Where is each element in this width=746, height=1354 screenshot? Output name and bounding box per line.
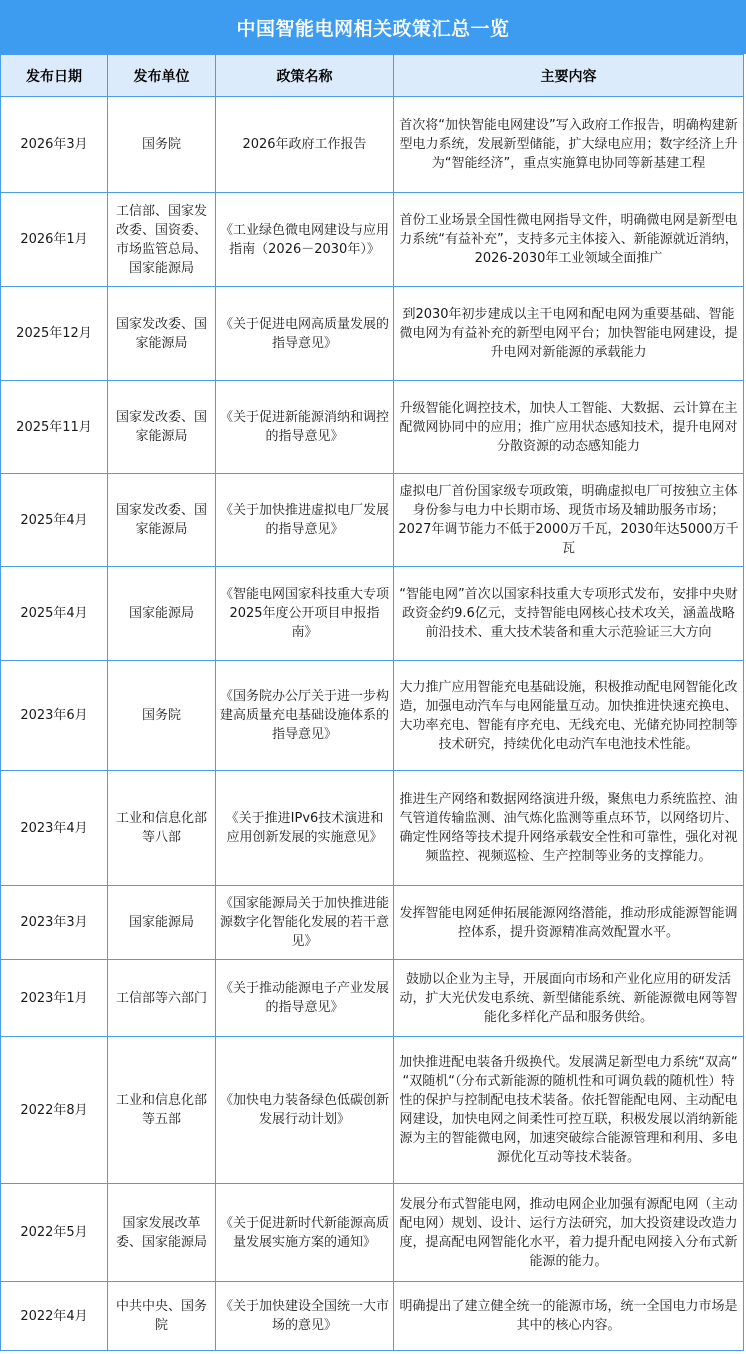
cell-issuer: 国家发展改革委、国家能源局 [108,1184,216,1282]
table-row [1,886,744,960]
cell-main-content: 明确提出了建立健全统一的能源市场，统一全国电力市场是其中的核心内容。 [394,1282,744,1351]
cell-issuer: 国家能源局 [108,567,216,661]
cell-policy-name: 《关于推动能源电子产业发展的指导意见》 [216,960,394,1037]
cell-date: 2025年12月 [1,287,108,381]
cell-issuer: 国家发改委、国家能源局 [108,381,216,474]
cell-issuer: 国务院 [108,661,216,771]
cell-date: 2022年8月 [1,1037,108,1184]
cell-issuer: 中共中央、国务院 [108,1282,216,1351]
cell-main-content: 首次将“加快智能电网建设”写入政府工作报告，明确构建新型电力系统，发展新型储能，扩大绿电应用；数字经济上升为“智能经济”，重点实施算电协同等新基建工程 [394,97,744,193]
cell-main-content: 推进生产网络和数据网络演进升级，聚焦电力系统监控、油气管道传输监测、油气炼化监测等重点环节，以网络切片、确定性网络等技术提升网络承载安全性和可靠性，强化对视频监控、视频巡检、生产控制等业务的支撑能力。 [394,771,744,886]
cell-issuer: 国务院 [108,97,216,193]
cell-date: 2025年4月 [1,567,108,661]
cell-main-content: 发挥智能电网延伸拓展能源网络潜能，推动形成能源智能调控体系，提升资源精准高效配置水平。 [394,886,744,960]
table-row [1,97,744,193]
cell-date: 2023年6月 [1,661,108,771]
cell-policy-name: 《关于推进IPv6技术演进和应用创新发展的实施意见》 [216,771,394,886]
table-row [1,193,744,287]
cell-issuer: 国家发改委、国家能源局 [108,287,216,381]
header-issuer: 发布单位 [108,55,216,97]
cell-main-content: 发展分布式智能电网，推动电网企业加强有源配电网（主动配电网）规划、设计、运行方法研究，加大投资建设改造力度，提高配电网智能化水平，着力提升配电网接入分布式新能源的能力。 [394,1184,744,1282]
cell-main-content: 鼓励以企业为主导，开展面向市场和产业化应用的研发活动，扩大光伏发电系统、新型储能系统、新能源微电网等智能化多样化产品和服务供给。 [394,960,744,1037]
cell-date: 2023年4月 [1,771,108,886]
cell-policy-name: 《加快电力装备绿色低碳创新发展行动计划》 [216,1037,394,1184]
cell-main-content: “智能电网”首次以国家科技重大专项形式发布，安排中央财政资金约9.6亿元，支持智能电网核心技术攻关，涵盖战略前沿技术、重大技术装备和重大示范验证三大方向 [394,567,744,661]
cell-issuer: 工信部等六部门 [108,960,216,1037]
cell-policy-name: 《智能电网国家科技重大专项2025年度公开项目申报指南》 [216,567,394,661]
cell-issuer: 国家能源局 [108,886,216,960]
cell-date: 2026年1月 [1,193,108,287]
cell-policy-name: 《工业绿色微电网建设与应用指南（2026－2030年）》 [216,193,394,287]
cell-policy-name: 《关于加快推进虚拟电厂发展的指导意见》 [216,474,394,567]
cell-policy-name: 《关于促进新时代新能源高质量发展实施方案的通知》 [216,1184,394,1282]
policy-table [0,54,744,1351]
cell-main-content: 首份工业场景全国性微电网指导文件，明确微电网是新型电力系统“有益补充”，支持多元主体接入、新能源就近消纳，2026-2030年工业领域全面推广 [394,193,744,287]
cell-issuer: 工信部、国家发改委、国资委、市场监管总局、国家能源局 [108,193,216,287]
cell-main-content: 到2030年初步建成以主干电网和配电网为重要基础、智能微电网为有益补充的新型电网平台；加快智能电网建设，提升电网对新能源的承载能力 [394,287,744,381]
header-main-content: 主要内容 [394,55,744,97]
table-row [1,381,744,474]
header-date: 发布日期 [1,55,108,97]
cell-date: 2023年3月 [1,886,108,960]
cell-policy-name: 《关于促进新能源消纳和调控的指导意见》 [216,381,394,474]
table-row [1,661,744,771]
table-row [1,1282,744,1351]
table-row [1,960,744,1037]
header-policy-name: 政策名称 [216,55,394,97]
cell-date: 2023年1月 [1,960,108,1037]
cell-date: 2025年4月 [1,474,108,567]
cell-issuer: 工业和信息化部等八部 [108,771,216,886]
cell-policy-name: 《国家能源局关于加快推进能源数字化智能化发展的若干意见》 [216,886,394,960]
cell-policy-name: 2026年政府工作报告 [216,97,394,193]
table-row [1,287,744,381]
table-row [1,1037,744,1184]
table-row [1,1184,744,1282]
cell-date: 2025年11月 [1,381,108,474]
cell-policy-name: 《关于加快建设全国统一大市场的意见》 [216,1282,394,1351]
cell-date: 2022年4月 [1,1282,108,1351]
cell-date: 2026年3月 [1,97,108,193]
table-row [1,474,744,567]
page-title: 中国智能电网相关政策汇总一览 [0,0,746,54]
cell-issuer: 工业和信息化部等五部 [108,1037,216,1184]
cell-main-content: 虚拟电厂首份国家级专项政策，明确虚拟电厂可按独立主体身份参与电力中长期市场、现货市场及辅助服务市场；2027年调节能力不低于2000万千瓦，2030年达5000万千瓦 [394,474,744,567]
table-row [1,771,744,886]
table-header-row [1,55,744,97]
cell-issuer: 国家发改委、国家能源局 [108,474,216,567]
cell-policy-name: 《国务院办公厅关于进一步构建高质量充电基础设施体系的指导意见》 [216,661,394,771]
cell-policy-name: 《关于促进电网高质量发展的指导意见》 [216,287,394,381]
cell-main-content: 大力推广应用智能充电基础设施，积极推动配电网智能化改造，加强电动汽车与电网能量互动。加快推进快速充换电、大功率充电、智能有序充电、无线充电、光储充协同控制等技术研究，持续优化电动汽车电池技术性能。 [394,661,744,771]
cell-date: 2022年5月 [1,1184,108,1282]
table-row [1,567,744,661]
cell-main-content: 升级智能化调控技术，加快人工智能、大数据、云计算在主配微网协同中的应用；推广应用状态感知技术，提升电网对分散资源的动态感知能力 [394,381,744,474]
cell-main-content: 加快推进配电装备升级换代。发展满足新型电力系统“双高“ “双随机“（分布式新能源的随机性和可调负载的随机性）特性的保护与控制配电技术装备。依托智能配电网、主动配电网建设，加快电网之间柔性可控互联，积极发展以消纳新能源为主的智能微电网，加速突破综合能源管理和利用、多电源优化互动等技术装备。 [394,1037,744,1184]
